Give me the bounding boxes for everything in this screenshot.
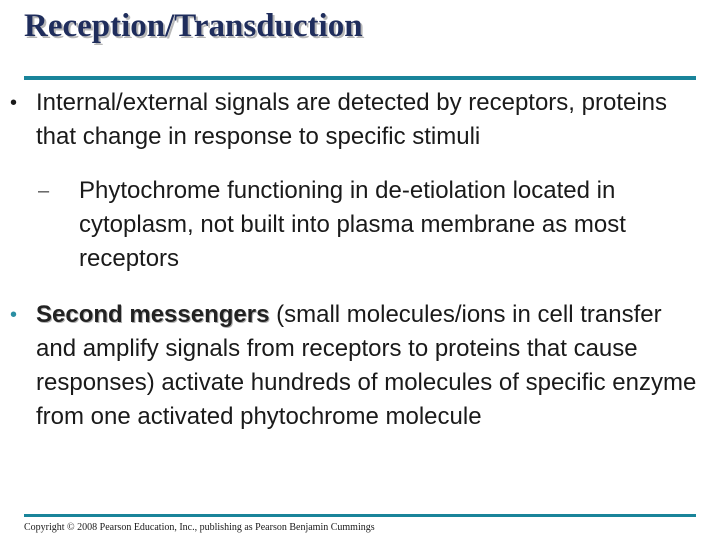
slide-title: Reception/Transduction [24,8,363,44]
subbullet-marker: – [38,180,50,202]
bullet-text: (small molecules/ions in cell transfer and amplify signals from receptors to proteins that cause responses) activate hundreds of molecules of specific enzyme from one activated phytochrome molecule [36,301,697,430]
bullet-item-second-messengers [10,298,705,434]
bullet-text: Internal/external signals are detected by receptors, proteins that change in response to specific stimuli [36,89,668,150]
title-divider [24,76,696,80]
bullet-text-container [10,298,705,434]
bullet-marker: • [10,92,18,114]
footer-divider [24,514,696,517]
subbullet-text: Phytochrome functioning in de-etiolation located in cytoplasm, not built into plasma membrane as most receptors [79,177,626,272]
subbullet-item-phytochrome [38,174,710,276]
key-term: Second messengers [36,301,270,328]
copyright-footer: Copyright © 2008 Pearson Education, Inc., publishing as Pearson Benjamin Cummings [24,522,375,533]
bullet-marker: • [10,304,18,326]
bullet-item-receptors [10,86,690,154]
